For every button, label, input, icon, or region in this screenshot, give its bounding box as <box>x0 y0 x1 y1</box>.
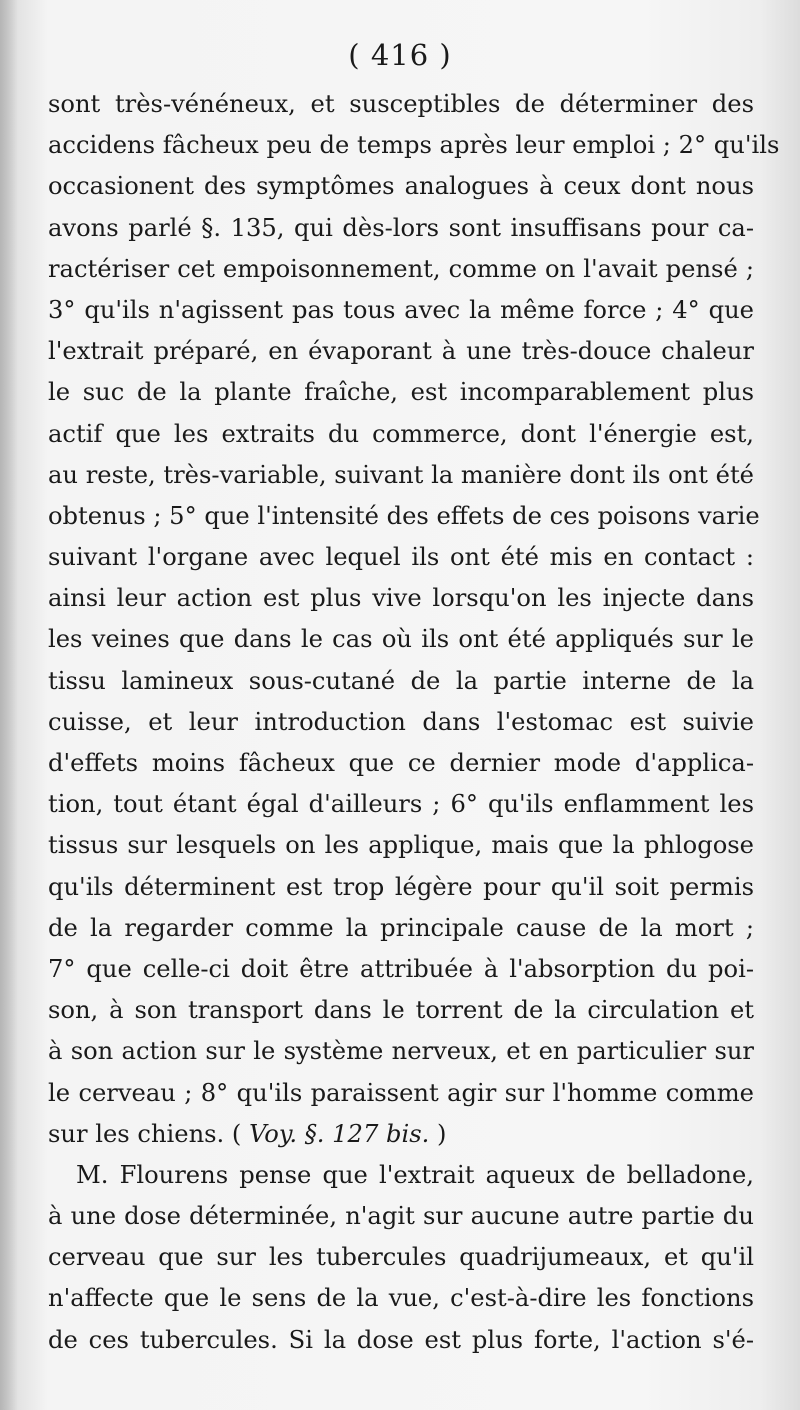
text-line: les veines que dans le cas où ils ont été appliqués sur le <box>48 625 754 654</box>
text-line: au reste, très-variable, suivant la manière dont ils ont été <box>48 460 754 489</box>
text-line: son, à son transport dans le torrent de la circulation et <box>48 996 754 1025</box>
text-line: à une dose déterminée, n'agit sur aucune autre partie du <box>48 1202 754 1231</box>
text-line: ainsi leur action est plus vive lorsqu'on les injecte dans <box>48 584 754 613</box>
text-line-reference <box>48 1114 754 1155</box>
text-line: de la regarder comme la principale cause de la mort ; <box>48 913 754 942</box>
text-line: n'affecte que le sens de la vue, c'est-à-dire les fonctions <box>48 1284 754 1313</box>
paragraph-2 <box>48 1155 754 1361</box>
paragraph-1 <box>48 84 780 1114</box>
text-line: accidens fâcheux peu de temps après leur emploi ; 2° qu'ils <box>48 131 780 160</box>
text-line: à son action sur le système nerveux, et en particulier sur <box>48 1037 754 1066</box>
reference-citation: Voy. §. 127 bis. <box>249 1119 430 1148</box>
text-line: actif que les extraits du commerce, dont l'énergie est, <box>48 419 754 448</box>
text-line: tissu lamineux sous-cutané de la partie interne de la <box>48 666 754 695</box>
text-line: d'effets moins fâcheux que ce dernier mode d'applica- <box>48 749 754 777</box>
text-line: cerveau que sur les tubercules quadrijumeaux, et qu'il <box>48 1243 754 1272</box>
text-line: M. Flourens pense que l'extrait aqueux de belladone, <box>76 1160 754 1189</box>
text-line: le suc de la plante fraîche, est incomparablement plus <box>48 378 754 407</box>
text-line: suivant l'organe avec lequel ils ont été mis en contact : <box>48 543 754 572</box>
text-line: 7° que celle-ci doit être attribuée à l'absorption du poi- <box>48 954 754 983</box>
body-text <box>48 84 780 1361</box>
text-line: sont très-vénéneux, et susceptibles de déterminer des <box>48 90 754 118</box>
text-line: l'extrait préparé, en évaporant à une très-douce chaleur <box>48 337 754 366</box>
text-line: le cerveau ; 8° qu'ils paraissent agir sur l'homme comme <box>48 1078 754 1107</box>
text-line: avons parlé §. 135, qui dès-lors sont insuffisans pour ca- <box>48 213 754 242</box>
page-gutter-shadow <box>0 0 18 1410</box>
text-line: occasionent des symptômes analogues à ceux dont nous <box>48 172 754 201</box>
reference-suffix: ) <box>429 1119 447 1148</box>
text-line: qu'ils déterminent est trop légère pour qu'il soit permis <box>48 872 754 901</box>
text-line: tion, tout étant égal d'ailleurs ; 6° qu'ils enflamment les <box>48 790 754 819</box>
text-line: obtenus ; 5° que l'intensité des effets de ces poisons varie <box>48 501 760 530</box>
text-line: 3° qu'ils n'agissent pas tous avec la même force ; 4° que <box>48 295 754 324</box>
text-line: tissus sur lesquels on les applique, mais que la phlogose <box>48 831 754 860</box>
text-line: ractériser cet empoisonnement, comme on l'avait pensé ; <box>48 254 754 283</box>
text-line: de ces tubercules. Si la dose est plus forte, l'action s'é- <box>48 1325 754 1354</box>
reference-prefix: sur les chiens. ( <box>48 1119 250 1148</box>
text-line: cuisse, et leur introduction dans l'estomac est suivie <box>48 707 754 736</box>
page-number: ( 416 ) <box>348 38 452 72</box>
